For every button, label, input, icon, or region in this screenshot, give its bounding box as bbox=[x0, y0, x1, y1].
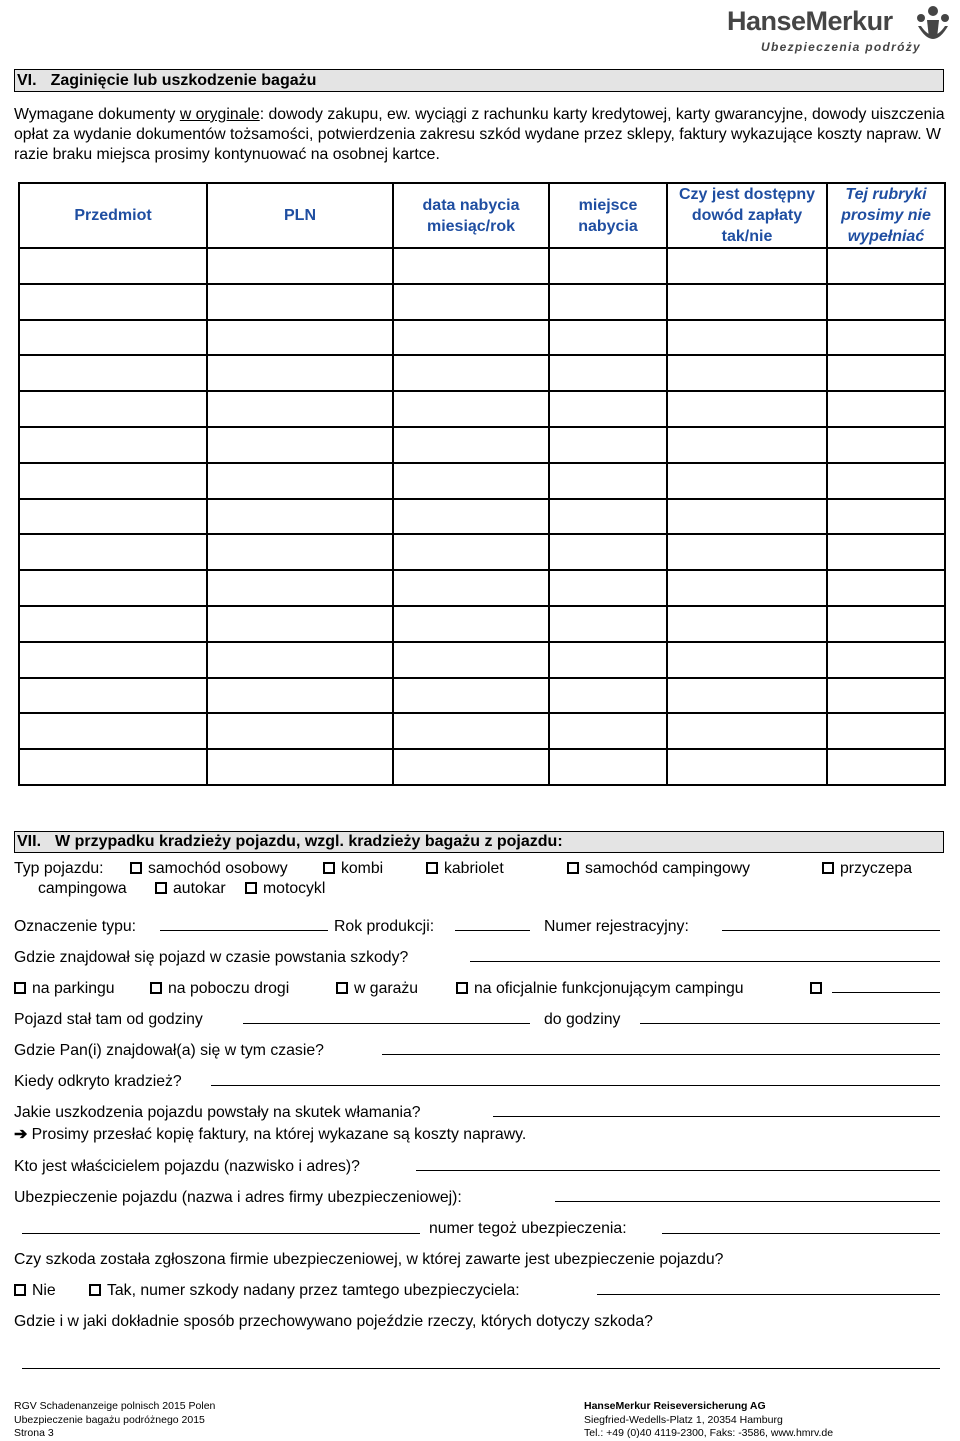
arrow-right-icon: ➔ bbox=[14, 1126, 28, 1143]
section-7-header bbox=[14, 831, 944, 853]
registration-label: Numer rejestracyjny: bbox=[544, 918, 689, 935]
table-cell[interactable] bbox=[393, 284, 549, 320]
table-cell[interactable] bbox=[207, 320, 393, 356]
table-cell bbox=[827, 284, 945, 320]
footer-right bbox=[584, 1400, 833, 1441]
checkbox-camper[interactable] bbox=[567, 862, 579, 874]
location-campsite[interactable] bbox=[456, 979, 744, 999]
checkbox-campsite[interactable] bbox=[456, 982, 468, 994]
option-caravan[interactable] bbox=[822, 859, 912, 879]
table-cell[interactable] bbox=[549, 606, 667, 642]
location-other-field[interactable] bbox=[832, 992, 940, 993]
option-cabriolet[interactable] bbox=[426, 859, 504, 879]
col-header-purchase-date: data nabycia miesiąc/rok bbox=[393, 183, 549, 248]
when-discovered-field[interactable] bbox=[211, 1085, 940, 1086]
table-cell bbox=[827, 642, 945, 678]
table-cell[interactable] bbox=[549, 320, 667, 356]
table-cell[interactable] bbox=[393, 463, 549, 499]
table-cell bbox=[827, 749, 945, 785]
damage-field[interactable] bbox=[493, 1116, 940, 1117]
table-cell bbox=[827, 391, 945, 427]
table-row bbox=[19, 749, 945, 785]
footer-form-name: RGV Schadenanzeige polnisch 2015 Polen bbox=[14, 1400, 216, 1412]
table-cell[interactable] bbox=[19, 320, 207, 356]
checkbox-cabriolet[interactable] bbox=[426, 862, 438, 874]
table-cell[interactable] bbox=[207, 713, 393, 749]
checkbox-estate[interactable] bbox=[323, 862, 335, 874]
option-estate[interactable] bbox=[323, 859, 383, 879]
checkbox-motorcycle[interactable] bbox=[245, 882, 257, 894]
table-cell[interactable] bbox=[393, 749, 549, 785]
option-estate-label: kombi bbox=[341, 860, 384, 877]
hansemerkur-logo bbox=[727, 4, 952, 54]
table-row bbox=[19, 391, 945, 427]
table-cell[interactable] bbox=[667, 713, 827, 749]
intro-original-emphasis: w oryginale bbox=[179, 106, 260, 123]
insurance-field-line2[interactable] bbox=[22, 1233, 420, 1234]
table-row bbox=[19, 570, 945, 606]
table-cell[interactable] bbox=[667, 678, 827, 714]
table-cell[interactable] bbox=[549, 534, 667, 570]
table-cell bbox=[827, 463, 945, 499]
location-roadside[interactable] bbox=[150, 979, 289, 999]
table-cell[interactable] bbox=[19, 749, 207, 785]
claim-number-field[interactable] bbox=[597, 1294, 940, 1295]
table-cell[interactable] bbox=[667, 284, 827, 320]
table-cell[interactable] bbox=[549, 355, 667, 391]
logo-brand: HanseMerkur bbox=[727, 6, 893, 36]
table-cell[interactable] bbox=[207, 499, 393, 535]
vehicle-type-label: Typ pojazdu: bbox=[14, 860, 104, 877]
checkbox-car[interactable] bbox=[130, 862, 142, 874]
location-other[interactable] bbox=[810, 979, 828, 999]
table-cell[interactable] bbox=[207, 534, 393, 570]
where-you-field[interactable] bbox=[382, 1054, 940, 1055]
checkbox-caravan[interactable] bbox=[822, 862, 834, 874]
section-7-title: W przypadku kradzieży pojazdu, wzgl. kradzieży bagażu z pojazdu: bbox=[55, 833, 563, 850]
table-cell[interactable] bbox=[393, 391, 549, 427]
checkbox-other[interactable] bbox=[810, 982, 822, 994]
table-cell bbox=[827, 355, 945, 391]
section-6-header bbox=[14, 69, 944, 92]
table-cell bbox=[827, 320, 945, 356]
location-parking[interactable] bbox=[14, 979, 115, 999]
location-garage-label: w garażu bbox=[354, 980, 419, 997]
option-caravan-cont bbox=[38, 879, 127, 899]
vehicle-type-row bbox=[14, 859, 104, 879]
table-cell[interactable] bbox=[207, 570, 393, 606]
table-cell[interactable] bbox=[393, 713, 549, 749]
location-roadside-label: na poboczu drogi bbox=[168, 980, 290, 997]
registration-field[interactable] bbox=[722, 930, 940, 931]
footer-address: Siegfried-Wedells-Platz 1, 20354 Hamburg bbox=[584, 1413, 783, 1426]
table-cell[interactable] bbox=[549, 570, 667, 606]
table-cell[interactable] bbox=[549, 463, 667, 499]
table-cell[interactable] bbox=[667, 248, 827, 284]
table-cell[interactable] bbox=[667, 570, 827, 606]
table-cell[interactable] bbox=[19, 355, 207, 391]
col-header-purchase-place: miejsce nabycia bbox=[549, 183, 667, 248]
option-cabriolet-label: kabriolet bbox=[444, 860, 504, 877]
checkbox-parking[interactable] bbox=[14, 982, 26, 994]
table-cell[interactable] bbox=[667, 499, 827, 535]
until-label: do godziny bbox=[544, 1011, 621, 1028]
table-cell[interactable] bbox=[393, 355, 549, 391]
table-cell[interactable] bbox=[19, 248, 207, 284]
table-row bbox=[19, 248, 945, 284]
table-cell[interactable] bbox=[667, 355, 827, 391]
table-cell[interactable] bbox=[393, 499, 549, 535]
table-cell[interactable] bbox=[549, 499, 667, 535]
section-6-title: Zaginięcie lub uszkodzenie bagażu bbox=[50, 72, 317, 89]
table-cell bbox=[827, 678, 945, 714]
table-cell bbox=[827, 427, 945, 463]
table-cell[interactable] bbox=[207, 355, 393, 391]
table-cell[interactable] bbox=[19, 606, 207, 642]
insurance-field[interactable] bbox=[555, 1201, 940, 1202]
when-discovered-label: Kiedy odkryto kradzież? bbox=[14, 1073, 182, 1090]
section-6-intro bbox=[14, 105, 949, 165]
table-cell[interactable] bbox=[393, 642, 549, 678]
table-cell[interactable] bbox=[207, 427, 393, 463]
table-cell[interactable] bbox=[207, 749, 393, 785]
table-cell[interactable] bbox=[549, 678, 667, 714]
checkbox-no[interactable] bbox=[14, 1284, 26, 1296]
insurance-label: Ubezpieczenie pojazdu (nazwa i adres firmy ubezpieczeniowej): bbox=[14, 1189, 462, 1206]
option-caravan-label-part1: przyczepa bbox=[840, 860, 912, 877]
table-row bbox=[19, 463, 945, 499]
storage-field[interactable] bbox=[22, 1368, 940, 1369]
table-cell[interactable] bbox=[549, 713, 667, 749]
where-you-label: Gdzie Pan(i) znajdował(a) się w tym czasie? bbox=[14, 1042, 324, 1059]
table-cell[interactable] bbox=[667, 606, 827, 642]
table-cell[interactable] bbox=[393, 534, 549, 570]
production-year-field[interactable] bbox=[455, 930, 530, 931]
where-vehicle-label: Gdzie znajdował się pojazd w czasie powstania szkody? bbox=[14, 949, 409, 966]
table-cell[interactable] bbox=[667, 320, 827, 356]
intro-prefix: Wymagane dokumenty bbox=[14, 106, 180, 123]
table-cell bbox=[827, 606, 945, 642]
table-cell[interactable] bbox=[549, 391, 667, 427]
intro-rest: : dowody zakupu, ew. wyciągi z rachunku karty kredytowej, karty gwarancyjne, dowody uiszczenia opłat za wydanie dokumentów tożsamości, potwierdzenia zakresu szkód wydane przez sklepy, faktury wykazujące koszty napraw. W razie braku miejsca prosimy kontynuować na osobnej kartce. bbox=[14, 106, 945, 163]
answer-no[interactable] bbox=[14, 1281, 56, 1301]
footer-page-number: Strona 3 bbox=[14, 1427, 54, 1439]
col-header-item: Przedmiot bbox=[19, 183, 207, 248]
table-cell[interactable] bbox=[19, 570, 207, 606]
table-cell[interactable] bbox=[207, 678, 393, 714]
table-cell[interactable] bbox=[19, 534, 207, 570]
type-designation-field[interactable] bbox=[160, 930, 328, 931]
table-cell[interactable] bbox=[207, 391, 393, 427]
table-cell[interactable] bbox=[19, 713, 207, 749]
table-row bbox=[19, 427, 945, 463]
table-cell[interactable] bbox=[549, 749, 667, 785]
checkbox-garage[interactable] bbox=[336, 982, 348, 994]
table-row bbox=[19, 320, 945, 356]
table-cell[interactable] bbox=[667, 463, 827, 499]
invoice-note-text: Prosimy przesłać kopię faktury, na której wykazane są koszty naprawy. bbox=[31, 1126, 527, 1143]
answer-yes[interactable] bbox=[89, 1281, 520, 1301]
storage-question: Gdzie i w jaki dokładnie sposób przechowywano pojeździe rzeczy, których dotyczy szkoda? bbox=[14, 1313, 653, 1330]
table-cell[interactable] bbox=[667, 391, 827, 427]
table-cell[interactable] bbox=[549, 284, 667, 320]
table-cell[interactable] bbox=[393, 570, 549, 606]
answer-yes-label: Tak, numer szkody nadany przez tamtego ubezpieczyciela: bbox=[107, 1282, 520, 1299]
location-garage[interactable] bbox=[336, 979, 418, 999]
footer-contact: Tel.: +49 (0)40 4119-2300, Faks: -3586, www.hmrv.de bbox=[584, 1427, 834, 1439]
option-motorcycle-label: motocykl bbox=[263, 880, 326, 897]
table-cell bbox=[827, 570, 945, 606]
table-cell[interactable] bbox=[19, 284, 207, 320]
logo-tagline: Ubezpieczenia podróży bbox=[761, 40, 921, 54]
parked-from-field[interactable] bbox=[243, 1023, 530, 1024]
col-header-office-use: Tej rubryki prosimy nie wypełniać bbox=[827, 183, 945, 248]
table-cell[interactable] bbox=[549, 248, 667, 284]
col-header-proof-of-payment: Czy jest dostępny dowód zapłaty tak/nie bbox=[667, 183, 827, 248]
reported-question: Czy szkoda została zgłoszona firmie ubezpieczeniowej, w której zawarte jest ubezpieczenie pojazdu? bbox=[14, 1251, 724, 1268]
table-cell[interactable] bbox=[393, 606, 549, 642]
table-cell[interactable] bbox=[667, 749, 827, 785]
table-cell[interactable] bbox=[393, 248, 549, 284]
table-cell[interactable] bbox=[19, 642, 207, 678]
owner-label: Kto jest właścicielem pojazdu (nazwisko i adres)? bbox=[14, 1158, 360, 1175]
option-camper-label: samochód campingowy bbox=[585, 860, 751, 877]
table-cell[interactable] bbox=[393, 678, 549, 714]
footer-insurance-name: Ubezpieczenie bagażu podróżnego 2015 bbox=[14, 1413, 205, 1426]
checkbox-coach[interactable] bbox=[155, 882, 167, 894]
policy-number-field[interactable] bbox=[662, 1233, 940, 1234]
table-cell[interactable] bbox=[207, 606, 393, 642]
table-cell[interactable] bbox=[207, 463, 393, 499]
table-row bbox=[19, 713, 945, 749]
table-header-row bbox=[19, 183, 945, 248]
table-row bbox=[19, 678, 945, 714]
table-cell[interactable] bbox=[19, 678, 207, 714]
option-car[interactable] bbox=[130, 859, 288, 879]
where-vehicle-field[interactable] bbox=[470, 961, 940, 962]
section-6-number: VI. bbox=[17, 72, 37, 89]
family-logo-icon bbox=[915, 4, 951, 50]
table-cell[interactable] bbox=[549, 642, 667, 678]
location-parking-label: na parkingu bbox=[32, 980, 115, 997]
invoice-note bbox=[14, 1125, 526, 1145]
table-cell[interactable] bbox=[207, 642, 393, 678]
table-cell[interactable] bbox=[549, 427, 667, 463]
section-7-number: VII. bbox=[17, 833, 42, 850]
table-cell[interactable] bbox=[19, 463, 207, 499]
table-cell bbox=[827, 534, 945, 570]
table-row bbox=[19, 534, 945, 570]
table-cell[interactable] bbox=[393, 427, 549, 463]
footer-company: HanseMerkur Reiseversicherung AG bbox=[584, 1400, 766, 1412]
table-cell[interactable] bbox=[667, 534, 827, 570]
table-cell[interactable] bbox=[19, 391, 207, 427]
table-row bbox=[19, 606, 945, 642]
table-cell bbox=[827, 499, 945, 535]
until-field[interactable] bbox=[640, 1023, 940, 1024]
table-cell[interactable] bbox=[667, 427, 827, 463]
table-row bbox=[19, 284, 945, 320]
option-coach[interactable] bbox=[155, 879, 226, 899]
lost-items-table bbox=[18, 182, 946, 786]
option-coach-label: autokar bbox=[173, 880, 226, 897]
table-cell[interactable] bbox=[207, 284, 393, 320]
table-cell bbox=[827, 713, 945, 749]
table-row bbox=[19, 355, 945, 391]
option-car-label: samochód osobowy bbox=[148, 860, 288, 877]
checkbox-yes[interactable] bbox=[89, 1284, 101, 1296]
table-row bbox=[19, 499, 945, 535]
location-campsite-label: na oficjalnie funkcjonującym campingu bbox=[474, 980, 744, 997]
owner-field[interactable] bbox=[416, 1170, 940, 1171]
parked-from-label: Pojazd stał tam od godziny bbox=[14, 1011, 203, 1028]
policy-number-label: numer tegoż ubezpieczenia: bbox=[429, 1220, 627, 1237]
table-cell bbox=[827, 248, 945, 284]
footer-left bbox=[14, 1400, 215, 1441]
option-caravan-label-part2: campingowa bbox=[38, 880, 127, 897]
table-row bbox=[19, 642, 945, 678]
col-header-pln: PLN bbox=[207, 183, 393, 248]
option-camper[interactable] bbox=[567, 859, 750, 879]
table-cell[interactable] bbox=[19, 499, 207, 535]
damage-label: Jakie uszkodzenia pojazdu powstały na skutek włamania? bbox=[14, 1104, 421, 1121]
production-year-label: Rok produkcji: bbox=[334, 918, 435, 935]
table-cell[interactable] bbox=[19, 427, 207, 463]
type-designation-label: Oznaczenie typu: bbox=[14, 918, 137, 935]
option-motorcycle[interactable] bbox=[245, 879, 325, 899]
table-cell[interactable] bbox=[207, 248, 393, 284]
checkbox-roadside[interactable] bbox=[150, 982, 162, 994]
table-cell[interactable] bbox=[393, 320, 549, 356]
answer-no-label: Nie bbox=[32, 1282, 56, 1299]
table-cell[interactable] bbox=[667, 642, 827, 678]
